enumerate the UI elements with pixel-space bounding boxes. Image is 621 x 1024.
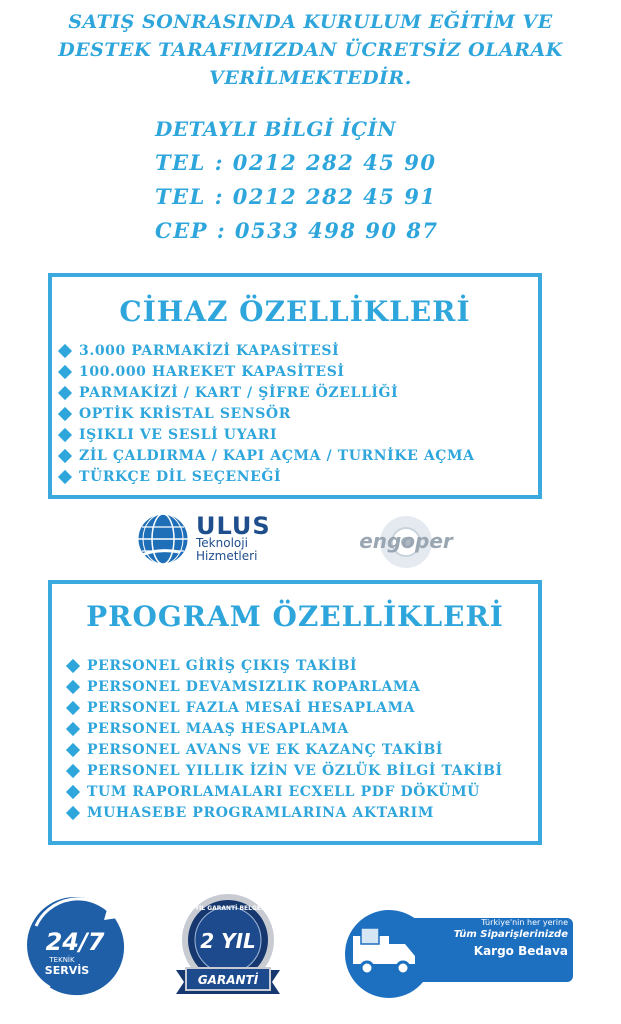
cargo-line-3: Kargo Bedava bbox=[473, 944, 568, 958]
diamond-bullet-icon bbox=[66, 658, 80, 672]
cargo-line-1: Türkiye'nin her yerine bbox=[481, 918, 568, 927]
intro-line: DESTEK TARAFIMIZDAN ÜCRETSİZ OLARAK bbox=[58, 39, 563, 61]
phone-2[interactable]: TEL : 0212 282 45 91 bbox=[155, 184, 437, 209]
ulus-name: ULUS bbox=[196, 512, 271, 540]
diamond-bullet-icon bbox=[66, 805, 80, 819]
free-shipping-text bbox=[436, 918, 568, 960]
list-item: PERSONEL MAAŞ HESAPLAMA bbox=[68, 718, 538, 739]
diamond-bullet-icon bbox=[66, 784, 80, 798]
diamond-bullet-icon bbox=[66, 742, 80, 756]
badges-row bbox=[0, 880, 621, 1020]
mobile-phone[interactable]: CEP : 0533 498 90 87 bbox=[155, 218, 439, 243]
diamond-bullet-icon bbox=[58, 469, 72, 483]
list-item: 3.000 PARMAKİZİ KAPASİTESİ bbox=[60, 340, 538, 361]
ulus-logo bbox=[136, 512, 271, 566]
list-item: TÜRKÇE DİL SEÇENEĞİ bbox=[60, 466, 538, 487]
cargo-line-2: Tüm Siparişlerinizde bbox=[453, 929, 568, 940]
list-item: IŞIKLI VE SESLİ UYARI bbox=[60, 424, 538, 445]
diamond-bullet-icon bbox=[58, 364, 72, 378]
device-features-title: CİHAZ ÖZELLİKLERİ bbox=[119, 295, 471, 328]
diamond-bullet-icon bbox=[66, 679, 80, 693]
svg-text:TEKNİK: TEKNİK bbox=[49, 956, 75, 964]
phone-1[interactable]: TEL : 0212 282 45 90 bbox=[155, 150, 437, 175]
list-item: PERSONEL GİRİŞ ÇIKIŞ TAKİBİ bbox=[68, 655, 538, 676]
partner-logos bbox=[0, 508, 621, 574]
list-item: OPTİK KRİSTAL SENSÖR bbox=[60, 403, 538, 424]
list-item: PERSONEL YILLIK İZİN VE ÖZLÜK BİLGİ TAKİBİ bbox=[68, 760, 538, 781]
svg-text:GARANTİ: GARANTİ bbox=[197, 973, 259, 987]
warranty-2-year-badge bbox=[168, 890, 288, 1006]
contact-block bbox=[155, 112, 575, 248]
globe-icon bbox=[136, 512, 190, 566]
list-item: PERSONEL FAZLA MESAİ HESAPLAMA bbox=[68, 697, 538, 718]
svg-text:24/7: 24/7 bbox=[45, 928, 105, 956]
program-features-list bbox=[52, 655, 538, 823]
contact-heading: DETAYLI BİLGİ İÇİN bbox=[155, 117, 397, 141]
intro-line: SATIŞ SONRASINDA KURULUM EĞİTİM VE bbox=[68, 11, 553, 33]
program-features-title: PROGRAM ÖZELLİKLERİ bbox=[86, 600, 504, 633]
intro-line: VERİLMEKTEDİR. bbox=[209, 67, 412, 89]
diamond-bullet-icon bbox=[58, 448, 72, 462]
diamond-bullet-icon bbox=[58, 427, 72, 441]
ulus-sub: Teknoloji bbox=[196, 536, 248, 550]
svg-text:2 YIL GARANTİ BELGESİ: 2 YIL GARANTİ BELGESİ bbox=[188, 905, 268, 912]
list-item: MUHASEBE PROGRAMLARINA AKTARIM bbox=[68, 802, 538, 823]
svg-text:2 YIL: 2 YIL bbox=[200, 929, 256, 953]
diamond-bullet-icon bbox=[58, 406, 72, 420]
device-features-box bbox=[48, 273, 542, 499]
svg-text:engoper: engoper bbox=[359, 529, 453, 553]
diamond-bullet-icon bbox=[66, 763, 80, 777]
diamond-bullet-icon bbox=[66, 700, 80, 714]
diamond-bullet-icon bbox=[66, 721, 80, 735]
device-features-list bbox=[52, 340, 538, 487]
engoper-logo bbox=[346, 514, 466, 570]
list-item: TUM RAPORLAMALARI ECXELL PDF DÖKÜMÜ bbox=[68, 781, 538, 802]
list-item: PERSONEL DEVAMSIZLIK ROPARLAMA bbox=[68, 676, 538, 697]
program-features-box bbox=[48, 580, 542, 845]
ulus-sub: Hizmetleri bbox=[196, 549, 258, 563]
list-item: PERSONEL AVANS VE EK KAZANÇ TAKİBİ bbox=[68, 739, 538, 760]
service-24-7-badge bbox=[22, 892, 128, 998]
diamond-bullet-icon bbox=[58, 385, 72, 399]
list-item: ZİL ÇALDIRMA / KAPI AÇMA / TURNİKE AÇMA bbox=[60, 445, 538, 466]
list-item: PARMAKİZİ / KART / ŞİFRE ÖZELLİĞİ bbox=[60, 382, 538, 403]
list-item: 100.000 HAREKET KAPASİTESİ bbox=[60, 361, 538, 382]
intro-text bbox=[0, 8, 621, 92]
svg-text:SERVİS: SERVİS bbox=[44, 964, 90, 977]
diamond-bullet-icon bbox=[58, 343, 72, 357]
